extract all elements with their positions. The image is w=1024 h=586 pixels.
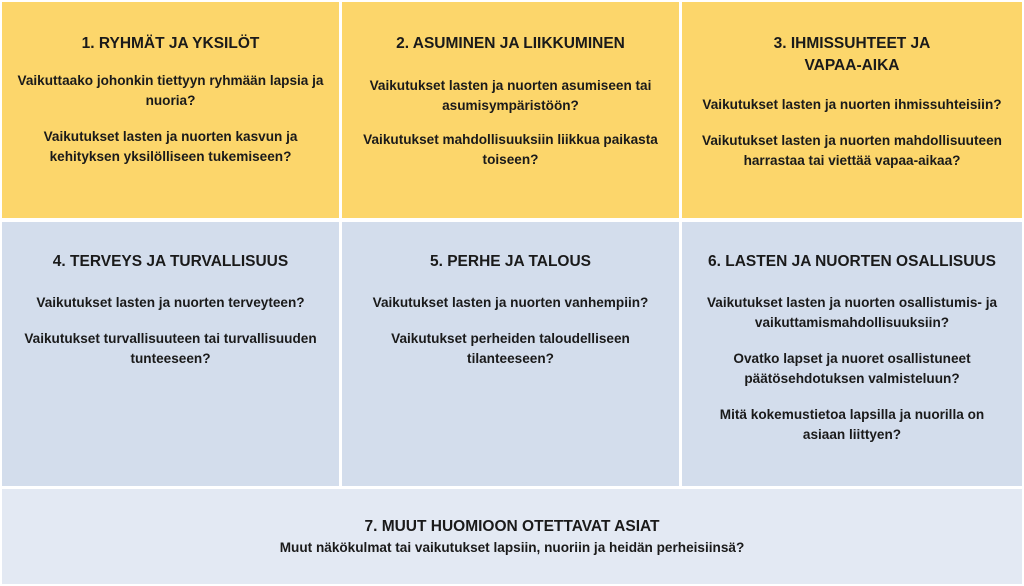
card-question: Vaikutukset lasten ja nuorten vanhempiin? (372, 295, 649, 310)
card-title: 5. PERHE JA TALOUS (429, 253, 592, 270)
card-question: Vaikutukset lasten ja nuorten asumiseen tai asumisympäristöön? (369, 78, 652, 113)
card-question: Mitä kokemustietoa lapsilla ja nuorilla on asiaan liittyen? (719, 407, 985, 442)
card-question: Vaikutukset lasten ja nuorten kasvun ja kehityksen yksilölliseen tukemiseen? (43, 129, 298, 164)
card-question: Vaikutukset lasten ja nuorten terveyteen? (36, 295, 305, 310)
card-question: Vaikutukset mahdollisuuksiin liikkua paikasta toiseen? (363, 132, 658, 167)
card-question: Vaikutukset lasten ja nuorten osallistumis- ja vaikuttamismahdollisuuksiin? (706, 295, 998, 330)
category-card-relationships-leisure (682, 2, 1022, 218)
card-question: Vaikutukset perheiden taloudelliseen tilanteeseen? (391, 331, 630, 366)
card-question: Vaikuttaako johonkin tiettyyn ryhmään lapsia ja nuoria? (17, 73, 324, 108)
card-title: 6. LASTEN JA NUORTEN OSALLISUUS (708, 253, 996, 270)
category-card-family-finances (342, 222, 679, 486)
card-question: Vaikutukset turvallisuuteen tai turvallisuuden tunteeseen? (24, 331, 317, 366)
card-title: 7. MUUT HUOMIOON OTETTAVAT ASIAT (364, 518, 660, 535)
card-question: Ovatko lapset ja nuoret osallistuneet päätösehdotuksen valmisteluun? (733, 351, 971, 386)
card-question: Vaikutukset lasten ja nuorten mahdollisuuteen harrastaa tai viettää vapaa-aikaa? (702, 133, 1002, 168)
card-title: 4. TERVEYS JA TURVALLISUUS (52, 253, 289, 270)
card-title: 3. IHMISSUHTEET JA VAPAA-AIKA (773, 35, 931, 74)
card-title: 1. RYHMÄT JA YKSILÖT (81, 35, 260, 52)
card-question: Vaikutukset lasten ja nuorten ihmissuhteisiin? (702, 97, 1002, 112)
card-title: 2. ASUMINEN JA LIIKKUMINEN (396, 35, 625, 52)
category-card-other-considerations (2, 489, 1022, 584)
category-card-health-safety (2, 222, 339, 486)
category-card-housing-mobility (342, 2, 679, 218)
category-card-participation (682, 222, 1022, 486)
card-question: Muut näkökulmat tai vaikutukset lapsiin, nuoriin ja heidän perheisiinsä? (279, 540, 745, 555)
category-card-groups-individuals (2, 2, 339, 218)
